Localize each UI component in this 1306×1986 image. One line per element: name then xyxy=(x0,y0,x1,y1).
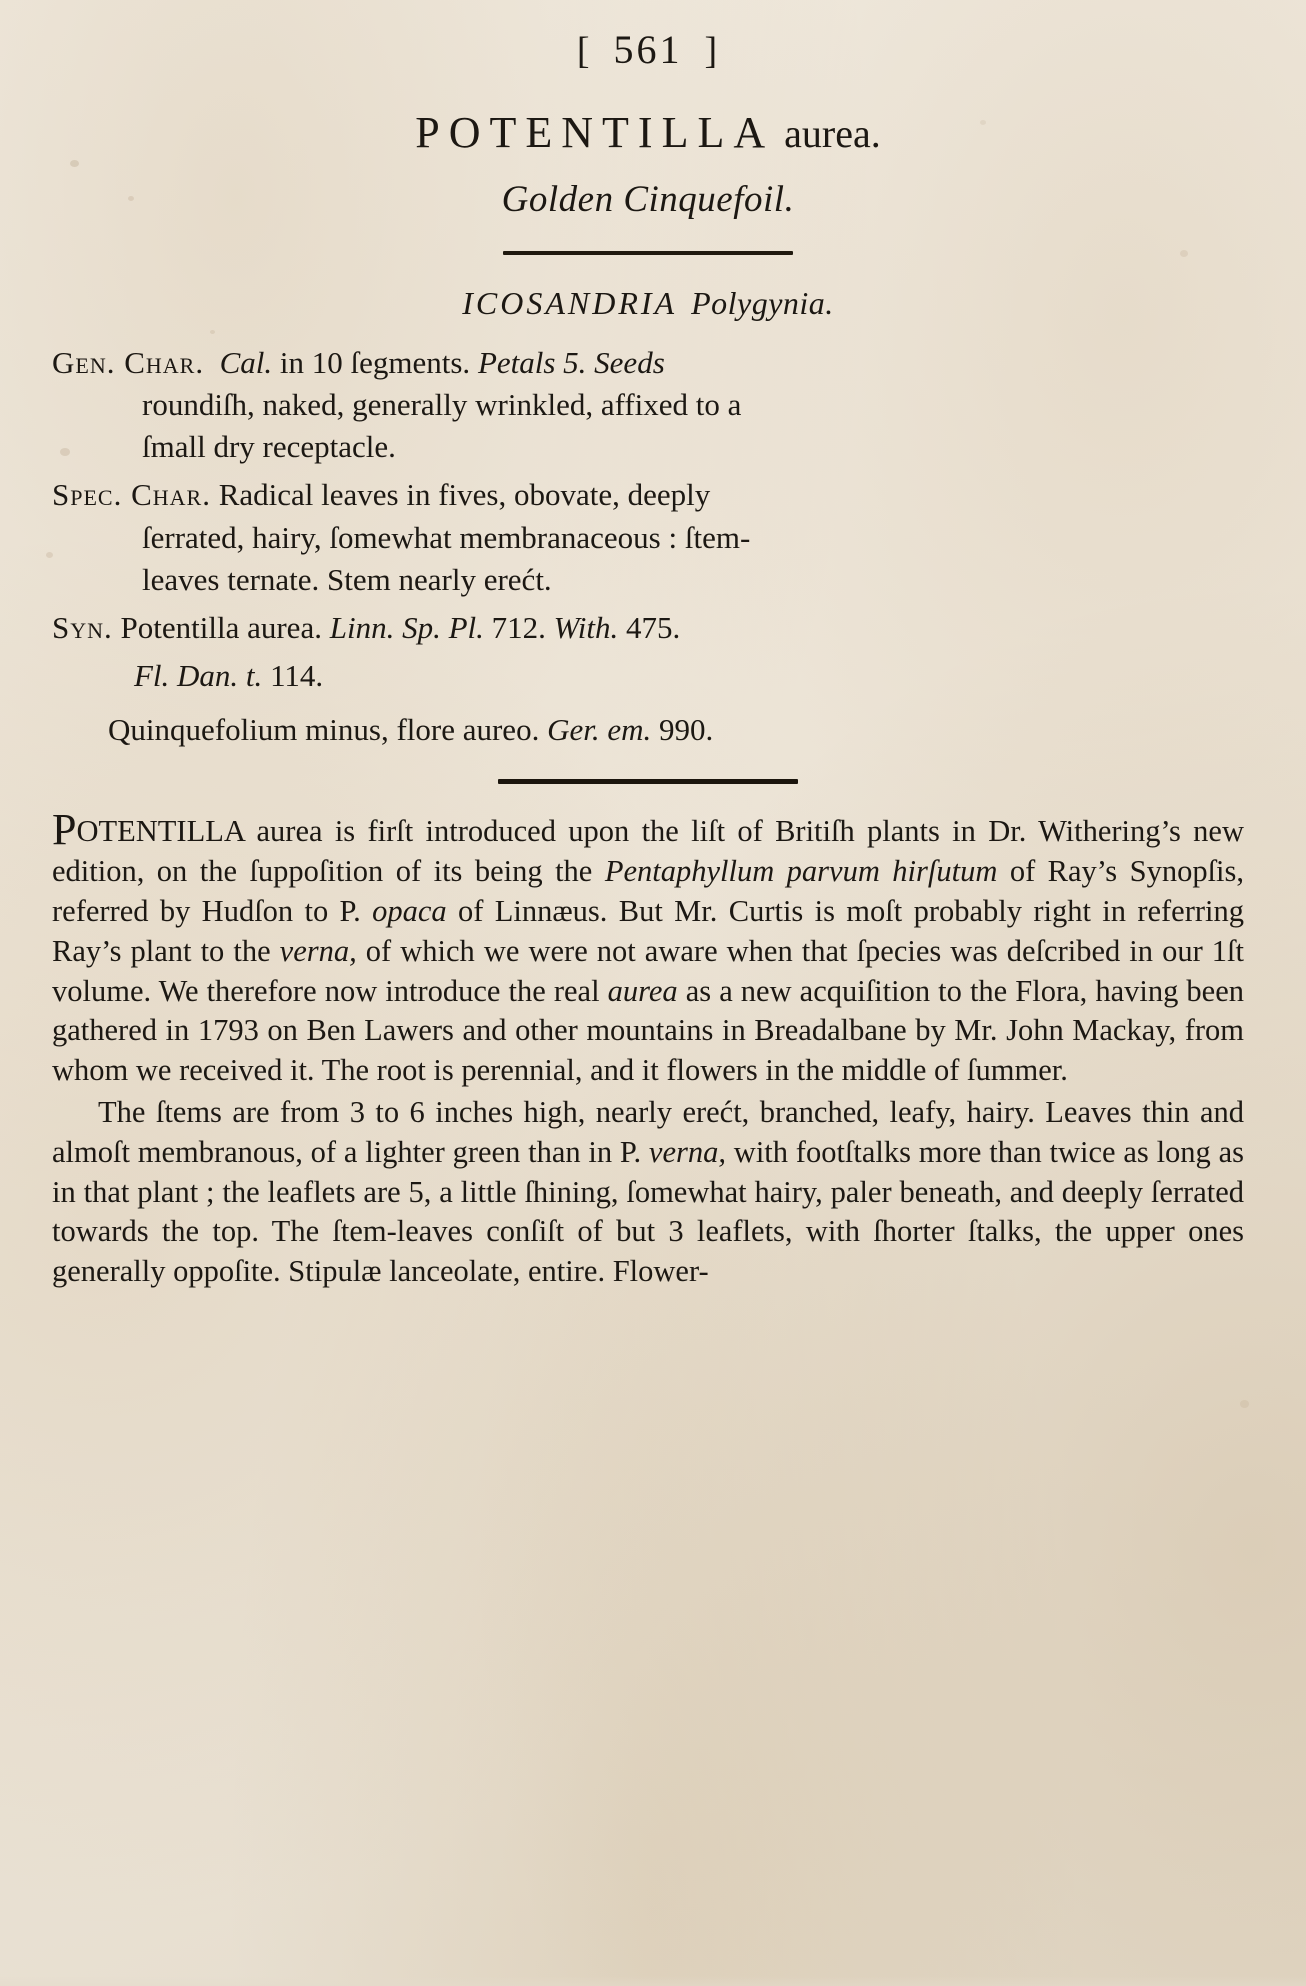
body-paragraph-1-run-5: opaca xyxy=(372,894,447,928)
body-text xyxy=(52,805,1245,1292)
title-species: aurea. xyxy=(784,111,881,156)
entry-syn-ref3: Fl. Dan. t. xyxy=(134,658,263,694)
body-paragraph-2-run-1: verna, xyxy=(648,1134,726,1169)
classification-line xyxy=(52,285,1244,322)
body-paragraph-1-run-10: as a new acquiſition to the Flora, having been gathered in 1793 on Ben Lawers and other mountains in Breadalbane by Mr. John Mackay, from whom we received it. The root is perennial, and it flowers in the middle of ſummer. xyxy=(52,973,1245,1088)
entry-spec-char-text1: Radical leaves in fives, obovate, deeply xyxy=(210,477,711,513)
body-paragraph-1-run-1: OTENTILLA xyxy=(76,814,245,849)
entry-gen-char-cal: Cal. xyxy=(219,345,273,380)
paper-speck xyxy=(70,160,79,167)
body-paragraph-2-run-2: with footſtalks more than twice as long as in that plant ; the leaflets are 5, a little ſhining, ſomewhat hairy, paler beneath, and deeply ſerrated towards the top. The ſtem-leaves conſiſt of but 3 leaflets, with ſhorter ſtalks, the upper ones generally oppoſite. Stipulæ lanceolate, entire. Flower- xyxy=(52,1134,1244,1289)
entry-spec-char xyxy=(52,474,1244,600)
entry-syn-alt-page: 990. xyxy=(651,712,714,748)
entry-spec-char-label: Spec. Char. xyxy=(52,477,211,513)
entry-spec-char-line2: ſerrated, hairy, ſomewhat membranaceous : ſtem- xyxy=(142,519,751,555)
paper-speck xyxy=(210,330,215,334)
entry-syn-line2-text: 114. xyxy=(262,658,324,694)
classification-class: ICOSANDRIA xyxy=(462,285,678,321)
page-title xyxy=(52,107,1244,158)
entry-syn-text3: 475. xyxy=(618,609,681,645)
entry-syn-text2: 712. xyxy=(483,609,554,645)
entry-syn-ref1: Linn. Sp. Pl. xyxy=(329,609,484,645)
body-paragraph-1-run-2: aurea is firſt introduced upon the liſt of Britiſh plants in Dr. Withering’s new edition, on the ſuppoſition of its being the xyxy=(52,814,1244,889)
entry-syn-alt-name xyxy=(52,709,1244,751)
entry-syn-alt-ref: Ger. em. xyxy=(547,712,652,748)
body-paragraph-1-run-0: P xyxy=(52,805,77,855)
body-paragraph-1-run-3: Pentaphyllum parvum hirſutum xyxy=(604,854,998,889)
entry-gen-char-text1: in 10 ſegments. xyxy=(272,345,478,380)
page-number-bracket-open: [ xyxy=(576,30,592,72)
body-paragraph-1-run-9: aurea xyxy=(607,973,678,1008)
classification-order: Polygynia. xyxy=(691,285,834,321)
page-number-bracket-close: ] xyxy=(704,30,720,72)
entry-syn-ref2: With. xyxy=(553,609,619,645)
title-genus: POTENTILLA xyxy=(415,108,775,157)
body-paragraph-1 xyxy=(52,805,1245,1091)
entry-gen-char-line3: ſmall dry receptacle. xyxy=(142,429,396,465)
paper-speck xyxy=(1240,1400,1249,1408)
entry-gen-char-label: Gen. Char. xyxy=(52,345,205,380)
entry-gen-char-text2: Petals 5. Seeds xyxy=(477,345,665,380)
divider-rule-top xyxy=(503,251,793,255)
divider-rule-bottom xyxy=(498,779,798,784)
common-name: Golden Cinquefoil. xyxy=(501,179,795,220)
entry-spec-char-line3: leaves ternate. Stem nearly erećt. xyxy=(142,561,552,597)
body-paragraph-1-run-7: verna, xyxy=(279,933,357,968)
body-paragraph-1-run-8: of which we were not aware when that ſpecies was deſcribed in our 1ſt volume. We therefore now introduce the real xyxy=(52,933,1244,1008)
entry-syn-label: Syn. xyxy=(52,609,113,645)
entry-gen-char xyxy=(52,342,1244,468)
body-paragraph-1-run-4: of Ray’s Synopſis, referred by Hudſon to P. xyxy=(52,854,1245,928)
body-paragraph-1-run-6: of Linnæus. But Mr. Curtis is moſt probably right in referring Ray’s plant to the xyxy=(52,894,1245,968)
entry-gen-char-line2: roundiſh, naked, generally wrinkled, affixed to a xyxy=(142,387,742,423)
entry-syn xyxy=(52,607,1244,649)
page-number xyxy=(52,26,1244,73)
page-bottom-fade xyxy=(0,1976,1306,1986)
body-paragraph-2 xyxy=(52,1093,1244,1292)
page-number-value: 561 xyxy=(613,27,683,72)
entry-syn-line2 xyxy=(52,655,1244,697)
paper-speck xyxy=(1180,250,1188,257)
body-paragraph-2-run-0: The ſtems are from 3 to 6 inches high, nearly erećt, branched, leafy, hairy. Leaves thin and almoſt membranous, of a lighter green than in P. xyxy=(52,1094,1244,1169)
entry-syn-text1: Potentilla aurea. xyxy=(112,609,330,645)
entry-syn-alt-text: Quinquefolium minus, flore aureo. xyxy=(108,712,548,748)
